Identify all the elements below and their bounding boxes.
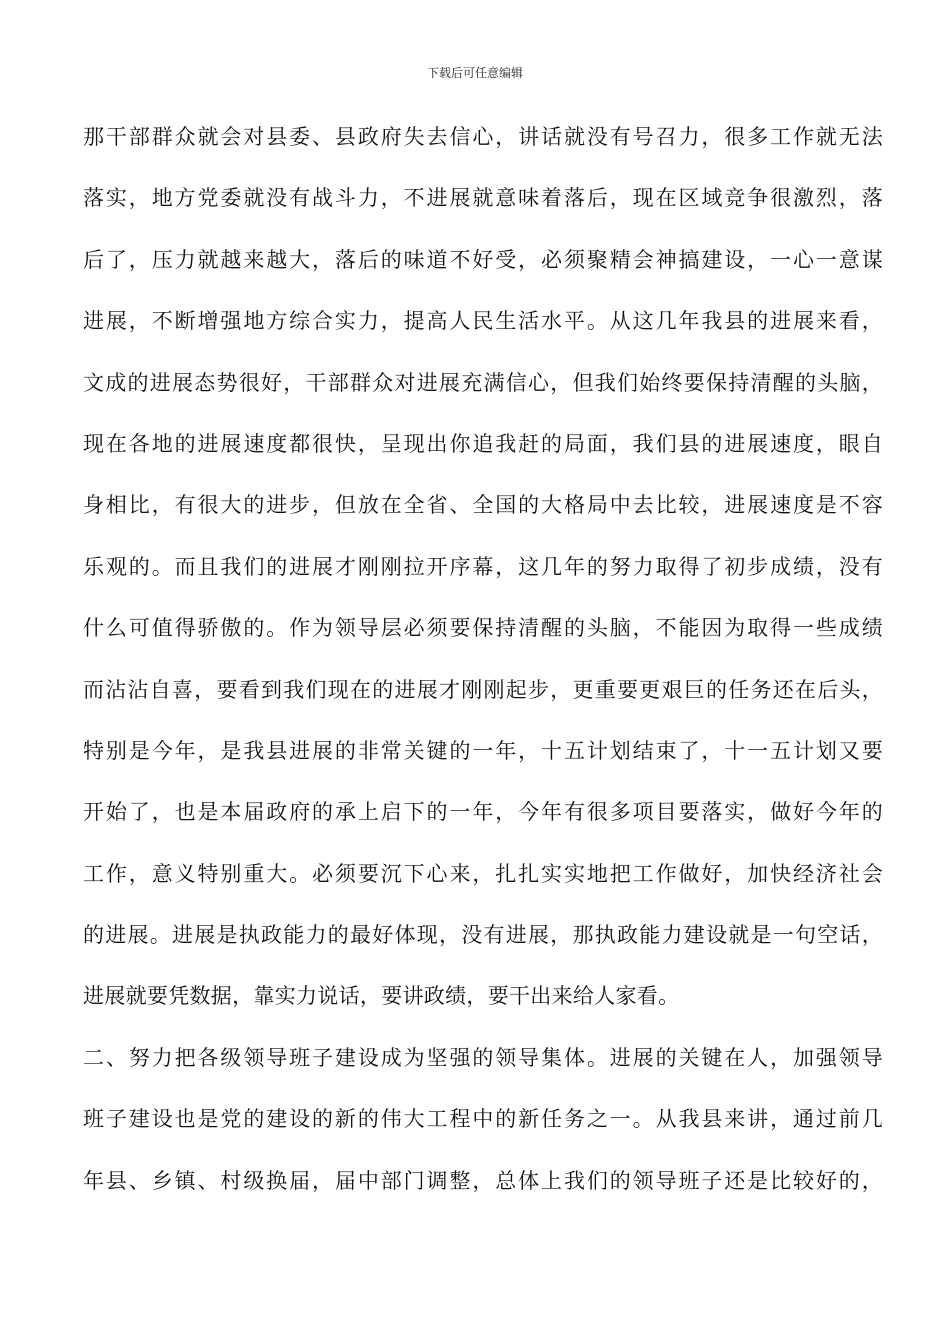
document-body bbox=[83, 115, 883, 1220]
text-line: 身相比，有很大的进步，但放在全省、全国的大格局中去比较，进展速度是不容 bbox=[83, 493, 883, 518]
text-line: 的进展。进展是执政能力的最好体现，没有进展，那执政能力建设就是一句空话， bbox=[83, 923, 883, 948]
text-line: 进展，不断增强地方综合实力，提高人民生活水平。从这几年我县的进展来看， bbox=[83, 309, 883, 334]
text-line: 班子建设也是党的建设的新的伟大工程中的新任务之一。从我县来讲，通过前几 bbox=[83, 1107, 883, 1132]
text-line: 那干部群众就会对县委、县政府失去信心，讲话就没有号召力，很多工作就无法 bbox=[83, 125, 883, 149]
text-line: 工作，意义特别重大。必须要沉下心来，扎扎实实地把工作做好，加快经济社会 bbox=[83, 861, 883, 886]
text-line: 而沾沾自喜，要看到我们现在的进展才刚刚起步，更重要更艰巨的任务还在后头， bbox=[83, 677, 883, 702]
text-line: 进展就要凭数据，靠实力说话，要讲政绩，要干出来给人家看。 bbox=[83, 984, 680, 1009]
section-heading-line: 二、努力把各级领导班子建设成为坚强的领导集体。进展的关键在人，加强领导 bbox=[83, 1045, 883, 1070]
text-line: 后了，压力就越来越大，落后的味道不好受，必须聚精会神搞建设，一心一意谋 bbox=[83, 247, 883, 272]
text-line: 什么可值得骄傲的。作为领导层必须要保持清醒的头脑，不能因为取得一些成绩 bbox=[83, 616, 883, 641]
text-line: 开始了，也是本届政府的承上启下的一年，今年有很多项目要落实，做好今年的 bbox=[83, 800, 883, 825]
text-line: 乐观的。而且我们的进展才刚刚拉开序幕，这几年的努力取得了初步成绩，没有 bbox=[83, 554, 883, 579]
text-line: 现在各地的进展速度都很快，呈现出你追我赶的局面，我们县的进展速度，眼自 bbox=[83, 431, 883, 456]
text-line: 落实，地方党委就没有战斗力，不进展就意味着落后，现在区域竞争很激烈，落 bbox=[83, 186, 883, 211]
page-header: 下载后可任意编辑 bbox=[426, 66, 523, 80]
text-line: 年县、乡镇、村级换届，届中部门调整，总体上我们的领导班子还是比较好的， bbox=[83, 1168, 883, 1193]
text-line: 文成的进展态势很好，干部群众对进展充满信心，但我们始终要保持清醒的头脑， bbox=[83, 370, 883, 395]
text-line: 特别是今年，是我县进展的非常关键的一年，十五计划结束了，十一五计划又要 bbox=[83, 738, 883, 763]
